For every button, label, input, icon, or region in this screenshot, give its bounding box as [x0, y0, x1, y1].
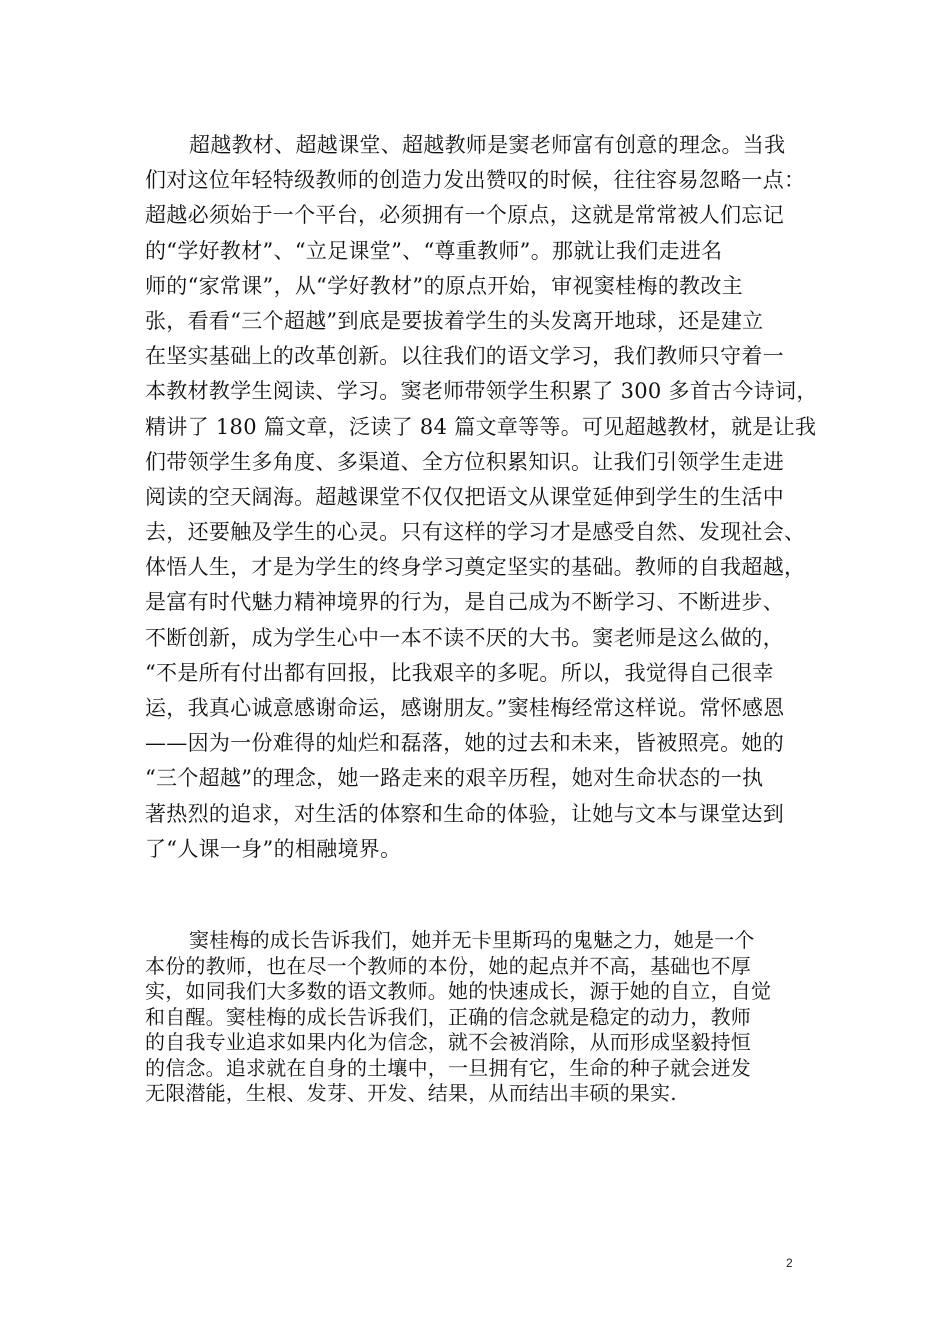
paragraph-line: 体悟人生，才是为学生的终身学习奠定坚实的基础。教师的自我超越， — [145, 555, 806, 580]
paragraph-line: 精讲了 180 篇文章，泛读了 84 篇文章等等。可见超越教材，就是让我 — [145, 414, 817, 439]
paragraph-line: “三个超越”的理念，她一路走来的艰辛历程，她对生命状态的一执 — [145, 766, 764, 791]
paragraph-line: 不断创新，成为学生心中一本不读不厌的大书。窦老师是这么做的， — [145, 625, 784, 650]
paragraph-line: 著热烈的追求，对生活的体察和生命的体验，让她与文本与课堂达到 — [145, 801, 784, 826]
paragraph-2 — [145, 928, 805, 1107]
paragraph-line: 的信念。追求就在自身的土壤中，一旦拥有它，生命的种子就会迸发 — [145, 1055, 751, 1080]
paragraph-line: 实，如同我们大多数的语文教师。她的快速成长，源于她的自立，自觉 — [145, 979, 772, 1003]
paragraph-line: 们对这位年轻特级教师的创造力发出赞叹的时候，往往容易忽略一点： — [145, 168, 806, 193]
paragraph-line: “不是所有付出都有回报，比我艰辛的多呢。所以，我觉得自己很幸 — [145, 660, 774, 685]
paragraph-line: 和自醒。窦桂梅的成长告诉我们，正确的信念就是稳定的动力，教师 — [145, 1004, 751, 1029]
paragraph-line: 超越必须始于一个平台，必须拥有一个原点，这就是常常被人们忘记 — [145, 203, 784, 228]
page-number: 2 — [786, 1256, 793, 1270]
paragraph-line: 去，还要触及学生的心灵。只有这样的学习才是感受自然、发现社会、 — [145, 520, 806, 545]
paragraph-line: 超越教材、超越课堂、超越教师是窦老师富有创意的理念。当我 — [189, 133, 786, 157]
paragraph-line: 窦桂梅的成长告诉我们，她并无卡里斯玛的鬼魅之力，她是一个 — [189, 928, 755, 952]
paragraph-line: 是富有时代魅力精神境界的行为，是自己成为不断学习、不断进步、 — [145, 590, 784, 615]
paragraph-line: ——因为一份难得的灿烂和磊落，她的过去和未来，皆被照亮。她的 — [145, 731, 784, 756]
paragraph-line: 张，看看“三个超越”到底是要拔着学生的头发离开地球，还是建立 — [145, 308, 764, 333]
paragraph-line: 了“人课一身”的相融境界。 — [145, 836, 402, 861]
paragraph-line: 在坚实基础上的改革创新。以往我们的语文学习，我们教师只守着一 — [145, 344, 784, 369]
paragraph-line: 们带领学生多角度、多渠道、全方位积累知识。让我们引领学生走进 — [145, 449, 784, 474]
paragraph-line: 阅读的空天阔海。超越课堂不仅仅把语文从课堂延伸到学生的生活中 — [145, 484, 784, 509]
paragraph-line: 的自我专业追求如果内化为信念，就不会被消除，从而形成坚毅持恒 — [145, 1030, 751, 1054]
paragraph-1 — [145, 128, 818, 867]
paragraph-line: 本份的教师，也在尽一个教师的本份，她的起点并不高，基础也不厚 — [145, 953, 751, 978]
paragraph-line: 师的“家常课”，从“学好教材”的原点开始，审视窦桂梅的教改主 — [145, 273, 743, 298]
paragraph-line: 无限潜能，生根、发芽、开发、结果，从而结出丰硕的果实. — [145, 1081, 677, 1105]
paragraph-line: 的“学好教材”、“立足课堂”、“尊重教师”。那就让我们走进名 — [145, 238, 723, 263]
paragraph-line: 运，我真心诚意感谢命运，感谢朋友。”窦桂梅经常这样说。常怀感恩 — [145, 696, 785, 720]
paragraph-line: 本教材教学生阅读、学习。窦老师带领学生积累了 300 多首古今诗词， — [145, 379, 818, 404]
